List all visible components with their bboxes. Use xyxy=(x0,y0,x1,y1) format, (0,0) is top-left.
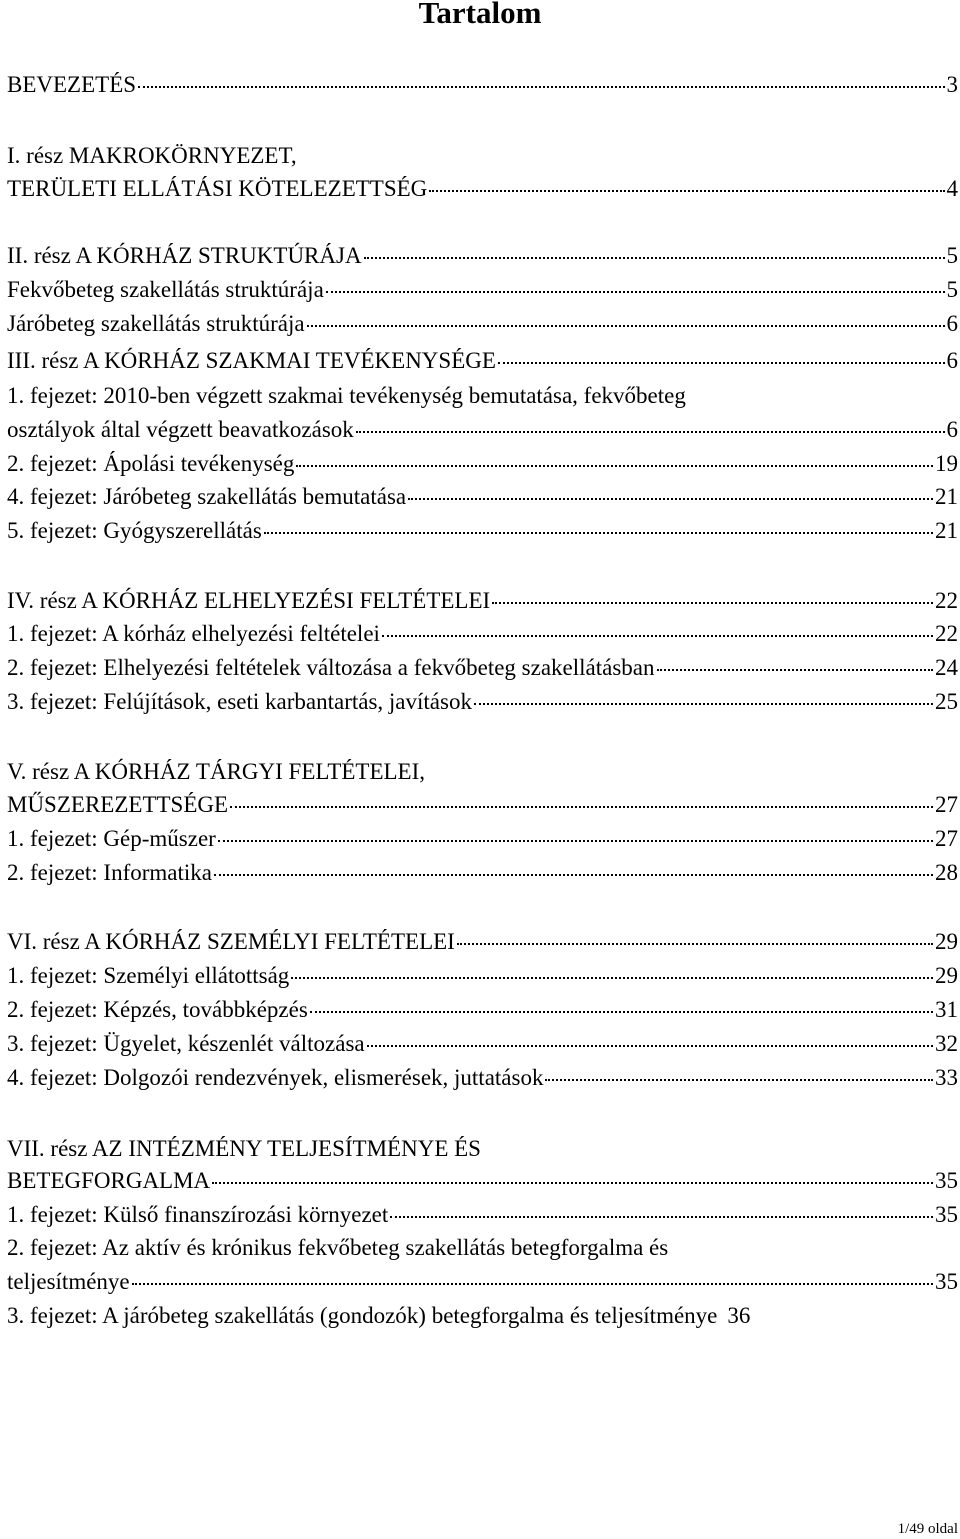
toc-entry[interactable] xyxy=(7,275,958,305)
toc-entry-label-line1: VII. rész AZ INTÉZMÉNY TELJESÍTMÉNYE ÉS xyxy=(7,1136,481,1161)
toc-entry-page: 6 xyxy=(946,311,958,336)
page-number: 1/49 oldal xyxy=(897,1521,958,1537)
toc-entry-label: TERÜLETI ELLÁTÁSI KÖTELEZETTSÉG xyxy=(7,176,428,201)
toc-entry-page: 29 xyxy=(935,963,958,988)
leader-dots xyxy=(132,1282,933,1285)
toc-entry-page: 21 xyxy=(935,518,958,543)
toc-entry-page: 5 xyxy=(946,243,958,268)
toc-entry-line1[interactable] xyxy=(7,381,958,411)
toc-entry-line1[interactable] xyxy=(7,757,958,787)
toc-entry[interactable] xyxy=(7,241,958,271)
toc-entry[interactable] xyxy=(7,995,958,1025)
toc-entry-label: 2. fejezet: Elhelyezési feltételek változása a fekvőbeteg szakellátásban xyxy=(7,655,655,680)
leader-dots xyxy=(138,85,944,88)
toc-entry-label: teljesítménye xyxy=(7,1269,130,1294)
toc-entry[interactable] xyxy=(7,309,958,339)
toc-entry-label: 4. fejezet: Járóbeteg szakellátás bemutatása xyxy=(7,484,407,509)
toc-entry[interactable] xyxy=(7,1200,958,1230)
toc-entry-label: MŰSZEREZETTSÉGE xyxy=(7,792,229,817)
toc-entry-label: 5. fejezet: Gyógyszerellátás xyxy=(7,518,262,543)
leader-dots xyxy=(408,497,933,500)
toc-entry-label: 2. fejezet: Informatika xyxy=(7,860,212,885)
toc-entry[interactable] xyxy=(7,482,958,512)
leader-dots xyxy=(296,464,933,467)
toc-entry[interactable] xyxy=(7,70,958,100)
toc-entry-label-line1: I. rész MAKROKÖRNYEZET, xyxy=(7,143,297,168)
toc-entry-line1[interactable] xyxy=(7,1134,958,1164)
toc-entry-label: 1. fejezet: A kórház elhelyezési feltételei xyxy=(7,621,380,646)
leader-dots xyxy=(545,1078,933,1081)
toc-entry[interactable] xyxy=(7,1301,958,1331)
leader-dots xyxy=(364,256,945,259)
toc-entry-label: 1. fejezet: Külső finanszírozási környezet xyxy=(7,1202,389,1227)
toc-entry[interactable] xyxy=(7,449,958,479)
leader-dots xyxy=(212,1181,933,1184)
toc-entry-page: 5 xyxy=(946,277,958,302)
toc-entry-label: 3. fejezet: A járóbeteg szakellátás (gondozók) betegforgalma és teljesítménye xyxy=(7,1303,718,1328)
toc-entry-page: 21 xyxy=(935,484,958,509)
toc-entry-page: 29 xyxy=(935,929,958,954)
toc-entry-label-line1: 1. fejezet: 2010-ben végzett szakmai tevékenység bemutatása, fekvőbeteg xyxy=(7,383,686,408)
toc-entry[interactable] xyxy=(7,174,958,204)
toc-entry-page: 6 xyxy=(946,417,958,442)
leader-dots xyxy=(307,324,945,327)
toc-entry[interactable] xyxy=(7,1166,958,1196)
toc-entry-page: 31 xyxy=(935,997,958,1022)
toc-entry[interactable] xyxy=(7,858,958,888)
toc-entry-label: 1. fejezet: Személyi ellátottság xyxy=(7,963,290,988)
toc-entry-page: 4 xyxy=(946,176,958,201)
toc-entry-label: 3. fejezet: Felújítások, eseti karbantartás, javítások xyxy=(7,689,472,714)
toc-entry-page: 25 xyxy=(935,689,958,714)
toc-entry-page: 19 xyxy=(935,451,958,476)
toc-entry-line1[interactable] xyxy=(7,1233,958,1263)
toc-entry-label: 2. fejezet: Ápolási tevékenység xyxy=(7,451,295,476)
leader-dots xyxy=(291,976,933,979)
toc-entry-page: 35 xyxy=(935,1202,958,1227)
leader-dots xyxy=(218,839,933,842)
toc-entry-page: 28 xyxy=(935,860,958,885)
toc-entry[interactable] xyxy=(7,346,958,376)
toc-entry-label: 3. fejezet: Ügyelet, készenlét változása xyxy=(7,1031,365,1056)
leader-dots xyxy=(382,634,933,637)
toc-entry[interactable] xyxy=(7,1063,958,1093)
toc-entry[interactable] xyxy=(7,824,958,854)
page-title: Tartalom xyxy=(418,0,542,30)
toc-entry-label: Fekvőbeteg szakellátás struktúrája xyxy=(7,277,324,302)
toc-entry[interactable] xyxy=(7,687,958,717)
toc-entry[interactable] xyxy=(7,653,958,683)
toc-entry[interactable] xyxy=(7,790,958,820)
leader-dots xyxy=(429,189,944,192)
toc-entry-label: 2. fejezet: Képzés, továbbképzés xyxy=(7,997,308,1022)
leader-dots xyxy=(230,805,933,808)
leader-dots xyxy=(457,942,933,945)
toc-entry-page: 3 xyxy=(946,72,958,97)
toc-entry-label: VI. rész A KÓRHÁZ SZEMÉLYI FELTÉTELEI xyxy=(7,929,455,954)
toc-entry-label: IV. rész A KÓRHÁZ ELHELYEZÉSI FELTÉTELEI xyxy=(7,588,491,613)
leader-dots xyxy=(367,1044,933,1047)
toc-entry[interactable] xyxy=(7,927,958,957)
leader-dots xyxy=(356,430,945,433)
toc-entry-page: 24 xyxy=(935,655,958,680)
leader-dots xyxy=(498,361,945,364)
toc-entry-line1[interactable] xyxy=(7,141,958,171)
toc-entry-label: 1. fejezet: Gép-műszer xyxy=(7,826,216,851)
toc-entry-label: BEVEZETÉS xyxy=(7,72,137,97)
leader-dots xyxy=(264,531,933,534)
toc-entry[interactable] xyxy=(7,1267,958,1297)
toc-entry[interactable] xyxy=(7,586,958,616)
toc-entry-page: 35 xyxy=(935,1168,958,1193)
leader-dots xyxy=(326,290,945,293)
toc-entry-label-line1: 2. fejezet: Az aktív és krónikus fekvőbeteg szakellátás betegforgalma és xyxy=(7,1235,669,1260)
leader-dots xyxy=(310,1010,933,1013)
toc-entry-label: II. rész A KÓRHÁZ STRUKTÚRÁJA xyxy=(7,243,362,268)
toc-entry-label: osztályok által végzett beavatkozások xyxy=(7,417,354,442)
toc-entry-label: Járóbeteg szakellátás struktúrája xyxy=(7,311,305,336)
leader-dots xyxy=(657,668,934,671)
toc-entry-page: 32 xyxy=(935,1031,958,1056)
toc-entry[interactable] xyxy=(7,619,958,649)
toc-entry-page: 35 xyxy=(935,1269,958,1294)
leader-dots xyxy=(214,873,933,876)
toc-entry-label: 4. fejezet: Dolgozói rendezvények, elismerések, juttatások xyxy=(7,1065,544,1090)
toc-entry[interactable] xyxy=(7,516,958,546)
toc-entry[interactable] xyxy=(7,415,958,445)
toc-entry-page: 27 xyxy=(935,792,958,817)
toc-entry-label-line1: V. rész A KÓRHÁZ TÁRGYI FELTÉTELEI, xyxy=(7,759,426,784)
toc-entry[interactable] xyxy=(7,961,958,991)
toc-entry-page: 6 xyxy=(946,348,958,373)
leader-dots xyxy=(390,1215,933,1218)
toc-entry-page: 22 xyxy=(935,588,958,613)
toc-entry-page: 27 xyxy=(935,826,958,851)
leader-dots xyxy=(474,702,933,705)
toc-entry-page: 36 xyxy=(727,1303,751,1328)
toc-entry-label: III. rész A KÓRHÁZ SZAKMAI TEVÉKENYSÉGE xyxy=(7,348,496,373)
toc-entry-page: 33 xyxy=(935,1065,958,1090)
leader-dots xyxy=(492,601,933,604)
toc-entry[interactable] xyxy=(7,1029,958,1059)
toc-entry-label: BETEGFORGALMA xyxy=(7,1168,211,1193)
toc-entry-page: 22 xyxy=(935,621,958,646)
